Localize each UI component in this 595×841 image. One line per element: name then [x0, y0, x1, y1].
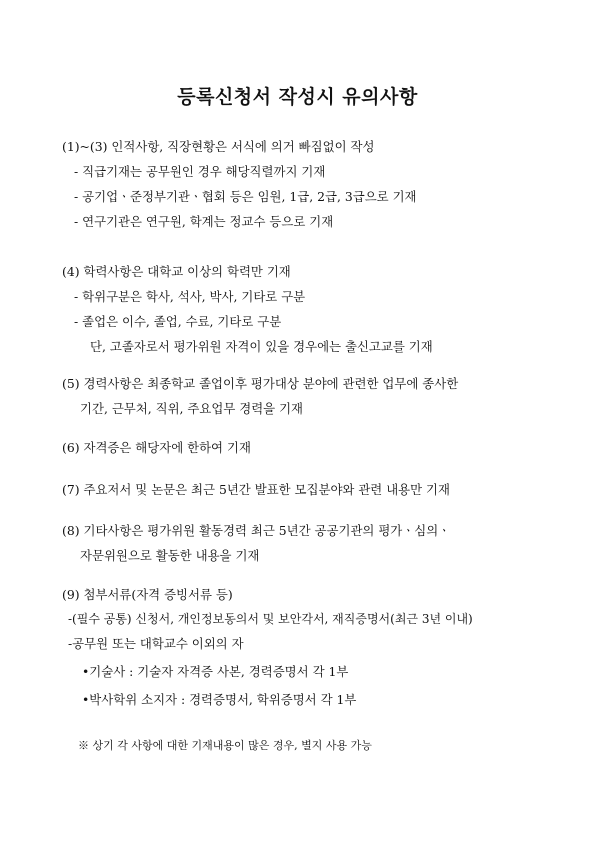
item-4-heading: (4) 학력사항은 대학교 이상의 학력만 기재 [62, 264, 291, 279]
item-6-heading: (6) 자격증은 해당자에 한하여 기재 [62, 440, 251, 455]
item-8-heading: (8) 기타사항은 평가위원 활동경력 최근 5년간 공공기관의 평가ㆍ심의ㆍ [62, 523, 451, 538]
footnote: ※ 상기 각 사항에 대한 기재내용이 많은 경우, 별지 사용 가능 [78, 739, 372, 752]
item-4-note-highschool: 단, 고졸자로서 평가위원 자격이 있을 경우에는 출신고교를 기재 [90, 339, 433, 354]
document-title: 등록신청서 작성시 유의사항 [177, 86, 418, 108]
item-8-continuation: 자문위원으로 활동한 내용을 기재 [80, 548, 260, 563]
item-5-heading: (5) 경력사항은 최종학교 졸업이후 평가대상 분야에 관련한 업무에 종사한 [62, 376, 459, 391]
item-5-continuation: 기간, 근무처, 직위, 주요업무 경력을 기재 [80, 401, 304, 416]
item-9-heading: (9) 첨부서류(자격 증빙서류 등) [62, 587, 233, 602]
item-1-3-bullet-rank: - 직급기재는 공무원인 경우 해당직렬까지 기재 [74, 164, 326, 179]
item-1-3-heading: (1)~(3) 인적사항, 직장현황은 서식에 의거 빠짐없이 작성 [62, 139, 375, 154]
item-1-3-bullet-public-org: - 공기업ㆍ준정부기관ㆍ협회 등은 임원, 1급, 2급, 3급으로 기재 [74, 189, 417, 204]
item-4-bullet-degree: - 학위구분은 학사, 석사, 박사, 기타로 구분 [74, 289, 306, 304]
item-4-bullet-graduation: - 졸업은 이수, 졸업, 수료, 기타로 구분 [74, 314, 282, 329]
item-1-3-bullet-research: - 연구기관은 연구원, 학계는 정교수 등으로 기재 [74, 214, 334, 229]
item-7-heading: (7) 주요저서 및 논문은 최근 5년간 발표한 모집분야와 관련 내용만 기재 [62, 482, 450, 497]
item-9-doctorate: •박사학위 소지자 : 경력증명서, 학위증명서 각 1부 [82, 692, 357, 707]
item-9-engineer: •기술사 : 기술자 자격증 사본, 경력증명서 각 1부 [82, 664, 349, 679]
item-9-required-docs: -(필수 공통) 신청서, 개인정보동의서 및 보안각서, 재직증명서(최근 3년 이내) [68, 612, 473, 626]
item-9-non-public: -공무원 또는 대학교수 이외의 자 [68, 636, 244, 651]
